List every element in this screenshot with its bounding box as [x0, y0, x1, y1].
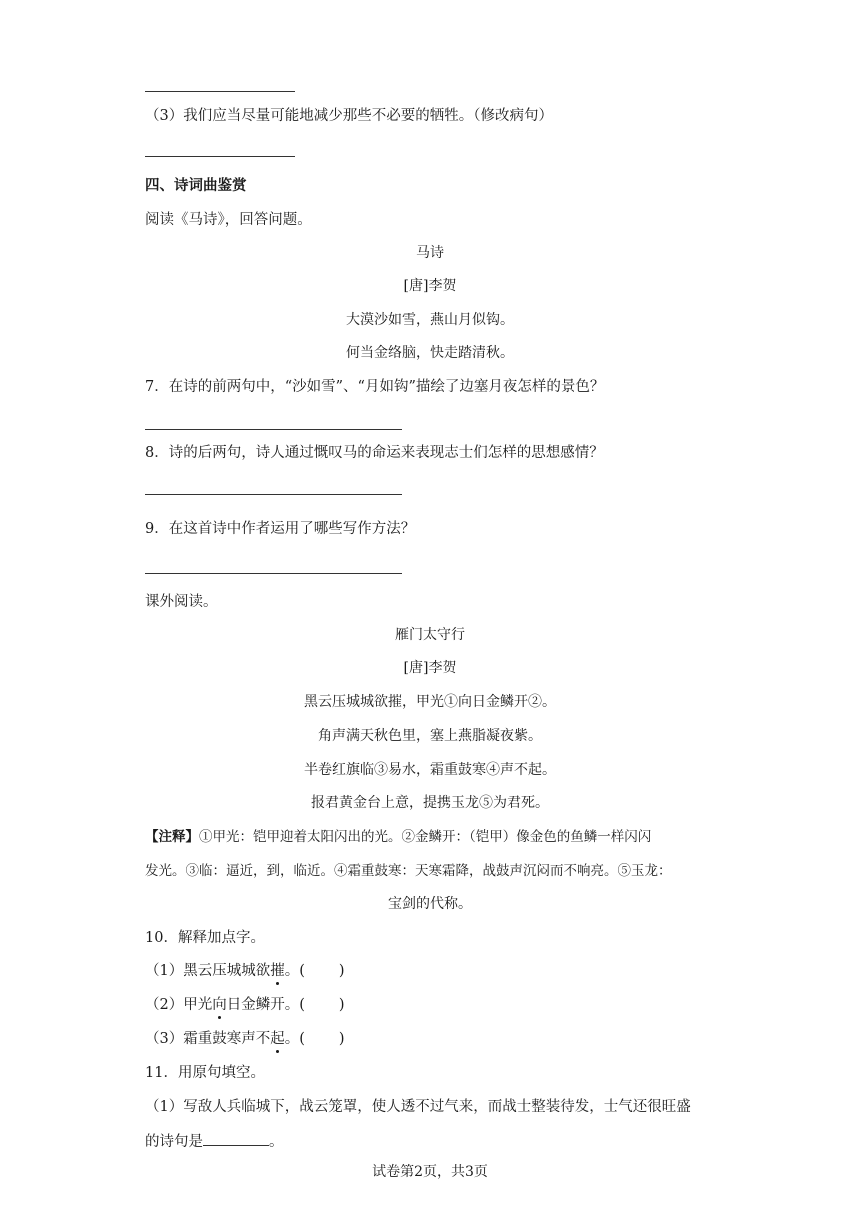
question-10-item: （2）甲光向日金鳞开。( ): [145, 997, 345, 1013]
question-7: 7．在诗的前两句中，“沙如雪”、“月如钩”描绘了边塞月夜怎样的景色？: [145, 379, 605, 395]
question-9: 9．在这首诗中作者运用了哪些写作方法？: [145, 521, 416, 537]
annotation-text: ①甲光：铠甲迎着太阳闪出的光。②金鳞开：（铠甲）像金色的鱼鳞一样闪闪: [199, 829, 652, 845]
question-8: 8．诗的后两句，诗人通过慨叹马的命运来表现志士们怎样的思想感情？: [145, 445, 604, 461]
question-10-item: （3）霜重鼓寒声不起。( ): [145, 1031, 345, 1047]
section-title: 四、诗词曲鉴赏: [145, 177, 247, 194]
question-11: 11．用原句填空。: [145, 1065, 265, 1081]
reading-intro: 课外阅读。: [145, 594, 218, 610]
answer-line: [145, 91, 295, 92]
question-11-text: 的诗句是 。: [145, 1131, 284, 1152]
dotted-character: 起: [270, 1031, 285, 1047]
question-10-item: （1）黑云压城城欲摧。( ): [145, 963, 345, 979]
annotation-line: 宝剑的代称。: [388, 896, 472, 912]
poem-line: 报君黄金台上意，提携玉龙⑤为君死。: [311, 795, 549, 811]
poem-line: 何当金络脑，快走踏清秋。: [346, 345, 514, 361]
poem-title: 雁门太守行: [395, 627, 465, 643]
poem-line: 黑云压城城欲摧，甲光①向日金鳞开②。: [304, 694, 556, 710]
answer-line: [145, 156, 295, 157]
poem-author: [唐]李贺: [403, 278, 457, 294]
question-3-modify-sentence: （3）我们应当尽量可能地减少那些不必要的牺牲。（修改病句）: [145, 108, 553, 124]
answer-line[interactable]: [145, 429, 402, 430]
dotted-character: 摧: [270, 963, 285, 979]
poem-title: 马诗: [416, 245, 444, 261]
annotation-line: 发光。③临：逼近，到，临近。④霜重鼓寒：天寒霜降，战鼓声沉闷而不响亮。⑤玉龙：: [145, 863, 672, 879]
poem-line: 大漠沙如雪，燕山月似钩。: [346, 312, 514, 328]
poem-line: 半卷红旗临③易水，霜重鼓寒④声不起。: [304, 762, 556, 778]
annotation-label: 【注释】: [145, 829, 199, 845]
answer-line[interactable]: [145, 573, 402, 574]
answer-line[interactable]: [145, 494, 402, 495]
annotation-line: [145, 827, 651, 847]
poem-line: 角声满天秋色里，塞上燕脂凝夜紫。: [318, 728, 542, 744]
question-10: 10．解释加点字。: [145, 930, 265, 946]
fill-in-blank[interactable]: [203, 1131, 269, 1146]
question-11-text: （1）写敌人兵临城下，战云笼罩，使人透不过气来，而战士整装待发，士气还很旺盛: [145, 1099, 691, 1115]
page-footer: 试卷第2页，共3页: [372, 1164, 488, 1180]
dotted-character: 向: [212, 997, 227, 1013]
reading-intro: 阅读《马诗》，回答问题。: [145, 212, 312, 228]
poem-author: [唐]李贺: [403, 660, 457, 676]
